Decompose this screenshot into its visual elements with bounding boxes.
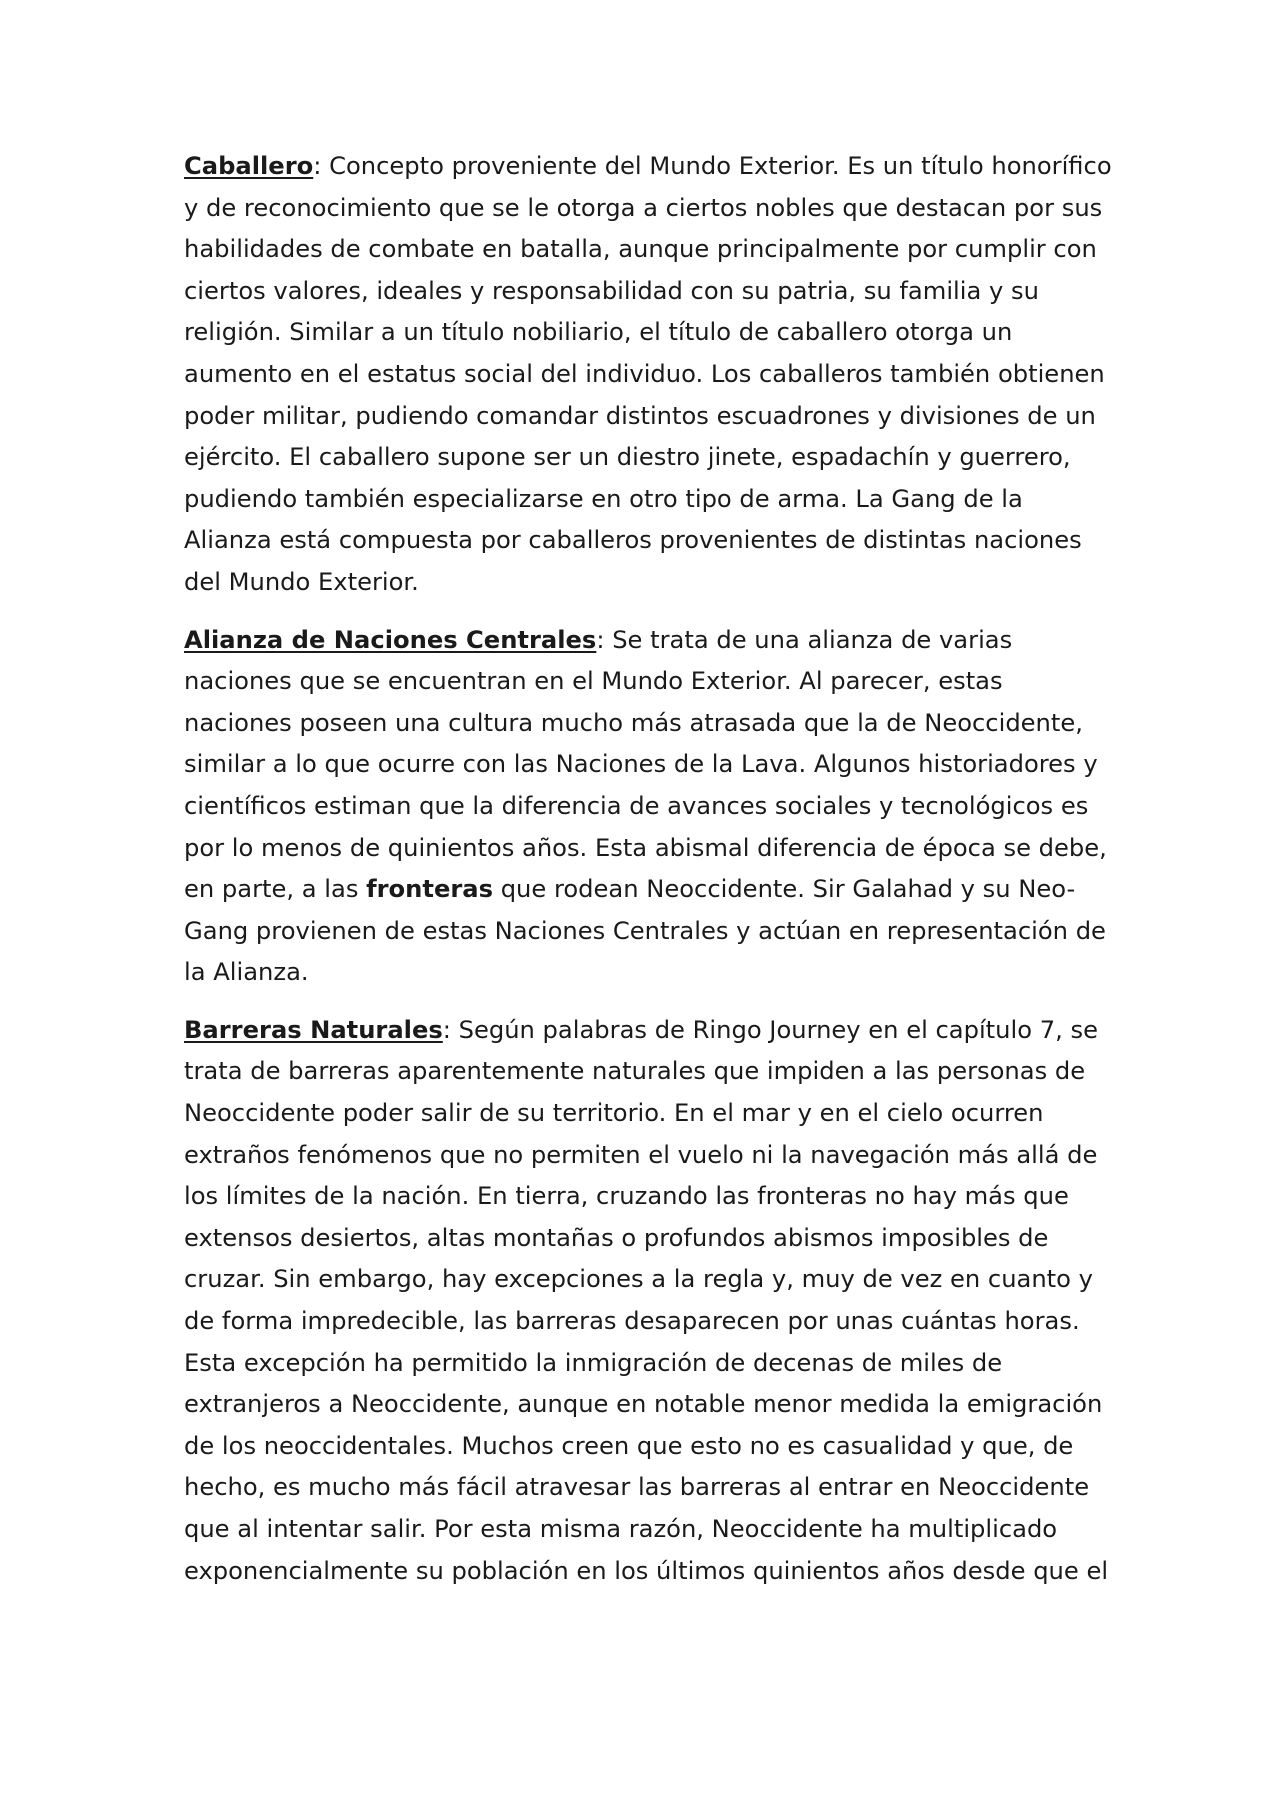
glossary-definition-part: Se trata de una alianza de varias naciones que se encuentran en el Mundo Exterior. Al parecer, estas naciones poseen una cultura mucho más atrasada que la de Neoccidente, similar a lo que ocurre con las Naciones de la Lava. Algunos historiadores y científicos estiman que la diferencia de avances sociales y tecnológicos es por lo menos de quinientos años. Esta abismal diferencia de época se debe, en parte, a las [184,625,1107,904]
term-separator: : [313,152,322,180]
glossary-term: Barreras Naturales [184,1015,443,1044]
glossary-term: Alianza de Naciones Centrales [184,625,597,654]
document-body [184,146,1114,1608]
term-separator: : [596,625,605,654]
glossary-term: Caballero [184,152,314,180]
glossary-definition: Según palabras de Ringo Journey en el capítulo 7, se trata de barreras aparentemente naturales que impiden a las personas de Neoccidente poder salir de su territorio. En el mar y en el cielo ocurren extraños fenómenos que no permiten el vuelo ni la navegación más allá de los límites de la nación. En tierra, cruzando las fronteras no hay más que extensos desiertos, altas montañas o profundos abismos imposibles de cruzar. Sin embargo, hay excepciones a la regla y, muy de vez en cuanto y de forma impredecible, las barreras desaparecen por unas cuántas horas. Esta excepción ha permitido la inmigración de decenas de miles de extranjeros a Neoccidente, aunque en notable menor medida la emigración de los neoccidentales. Muchos creen que esto no es casualidad y que, de hecho, es mucho más fácil atravesar las barreras al entrar en Neoccidente que al intentar salir. Por esta misma razón, Neoccidente ha multiplicado exponencialmente su población en los últimos quinientos años desde que el [184,1015,1109,1585]
glossary-entry-caballero [184,146,1114,604]
glossary-entry-alianza [184,620,1114,994]
glossary-entry-barreras [184,1010,1114,1592]
term-separator: : [442,1015,451,1044]
glossary-definition: Concepto proveniente del Mundo Exterior. Es un título honorífico y de reconocimiento que se le otorga a ciertos nobles que destacan por sus habilidades de combate en batalla, aunque principalmente por cumplir con ciertos valores, ideales y responsabilidad con su patria, su familia y su religión. Similar a un título nobiliario, el título de caballero otorga un aumento en el estatus social del individuo. Los caballeros también obtienen poder militar, pudiendo comandar distintos escuadrones y divisiones de un ejército. El caballero supone ser un diestro jinete, espadachín y guerrero, pudiendo también especializarse en otro tipo de arma. La Gang de la Alianza está compuesta por caballeros provenientes de distintas naciones del Mundo Exterior. [184,152,1112,596]
emphasized-word: fronteras [366,875,494,904]
glossary-definition-part: que rodean Neoccidente. Sir Galahad y su Neo-Gang provienen de estas Naciones Centrales y actúan en representación de la Alianza. [184,875,1106,987]
